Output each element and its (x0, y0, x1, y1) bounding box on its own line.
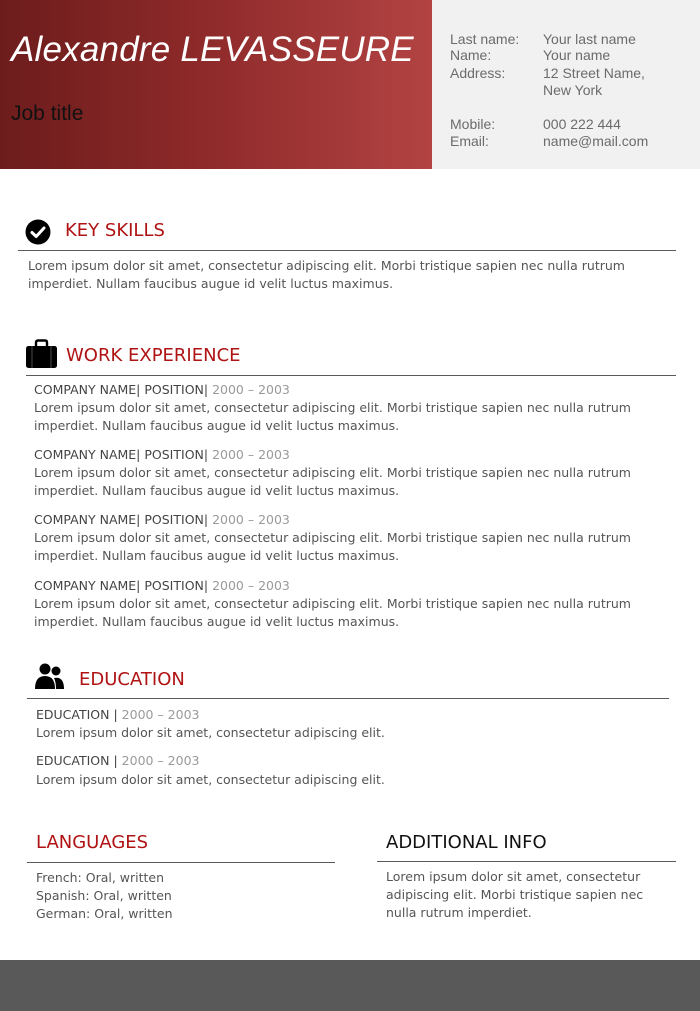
job-description-1: Lorem ipsum dolor sit amet, consectetur adipiscing elit. Morbi tristique sapien nec nulla rutrum (34, 465, 631, 480)
job-heading (34, 578, 290, 593)
education-heading (36, 753, 199, 768)
job-description-1: Lorem ipsum dolor sit amet, consectetur adipiscing elit. Morbi tristique sapien nec nulla rutrum (34, 596, 631, 611)
name-label: Name: (450, 47, 492, 63)
education-years: 2000 – 2003 (117, 707, 200, 722)
job-years: 2000 – 2003 (208, 382, 290, 397)
additional-info-text-3: nulla rutrum imperdiet. (386, 905, 532, 920)
contact-panel (432, 0, 700, 169)
name-value: Your name (543, 47, 611, 63)
job-description-2: imperdiet. Nullam faucibus augue id velit luctus maximus. (34, 418, 400, 433)
key-skills-title: KEY SKILLS (65, 220, 165, 241)
footer-bar (0, 960, 700, 1011)
address-label: Address: (450, 65, 506, 81)
mobile-label: Mobile: (450, 116, 496, 132)
check-circle-icon (25, 219, 51, 249)
education-title: EDUCATION (79, 669, 185, 690)
job-heading (34, 382, 290, 397)
language-item: Spanish: Oral, written (36, 888, 172, 903)
additional-info-text-1: Lorem ipsum dolor sit amet, consectetur (386, 869, 641, 884)
job-description-1: Lorem ipsum dolor sit amet, consectetur adipiscing elit. Morbi tristique sapien nec nulla rutrum (34, 400, 631, 415)
mobile-value: 000 222 444 (543, 116, 621, 132)
address-line-1: 12 Street Name, (543, 65, 645, 81)
additional-info-divider (377, 861, 676, 862)
job-company-position: COMPANY NAME| POSITION| (34, 578, 209, 593)
candidate-name: Alexandre LEVASSEURE (11, 30, 414, 69)
address-line-2: New York (543, 82, 603, 98)
job-description-2: imperdiet. Nullam faucibus augue id velit luctus maximus. (34, 614, 400, 629)
job-title: Job title (11, 102, 84, 125)
education-heading (36, 707, 199, 722)
education-years: 2000 – 2003 (117, 753, 200, 768)
job-company-position: COMPANY NAME| POSITION| (34, 447, 209, 462)
last-name-label: Last name: (450, 31, 520, 47)
email-label: Email: (450, 133, 489, 149)
last-name-value: Your last name (543, 31, 636, 47)
key-skills-text-1: Lorem ipsum dolor sit amet, consectetur adipiscing elit. Morbi tristique sapien nec nulla rutrum (28, 258, 625, 273)
languages-divider (27, 862, 335, 863)
job-heading (34, 512, 290, 527)
job-company-position: COMPANY NAME| POSITION| (34, 512, 209, 527)
key-skills-text-2: imperdiet. Nullam faucibus augue id velit luctus maximus. (28, 276, 394, 291)
users-icon (35, 662, 65, 694)
job-description-1: Lorem ipsum dolor sit amet, consectetur adipiscing elit. Morbi tristique sapien nec nulla rutrum (34, 530, 631, 545)
briefcase-icon (25, 338, 58, 374)
job-company-position: COMPANY NAME| POSITION| (34, 382, 209, 397)
education-description: Lorem ipsum dolor sit amet, consectetur adipiscing elit. (36, 772, 385, 787)
education-description: Lorem ipsum dolor sit amet, consectetur adipiscing elit. (36, 725, 385, 740)
email-value: name@mail.com (543, 133, 649, 149)
language-item: German: Oral, written (36, 906, 173, 921)
job-description-2: imperdiet. Nullam faucibus augue id velit luctus maximus. (34, 548, 400, 563)
language-item: French: Oral, written (36, 870, 165, 885)
education-divider (27, 698, 669, 699)
work-experience-divider (26, 375, 676, 376)
key-skills-divider (18, 250, 676, 251)
languages-title: LANGUAGES (36, 832, 149, 853)
job-heading (34, 447, 290, 462)
education-name: EDUCATION | (36, 707, 118, 722)
work-experience-title: WORK EXPERIENCE (66, 345, 241, 366)
additional-info-text-2: adipiscing elit. Morbi tristique sapien nec (386, 887, 644, 902)
job-years: 2000 – 2003 (208, 578, 290, 593)
job-years: 2000 – 2003 (208, 512, 290, 527)
education-name: EDUCATION | (36, 753, 118, 768)
job-years: 2000 – 2003 (208, 447, 290, 462)
additional-info-title: ADDITIONAL INFO (386, 832, 547, 853)
header-banner (0, 0, 432, 169)
job-description-2: imperdiet. Nullam faucibus augue id velit luctus maximus. (34, 483, 400, 498)
